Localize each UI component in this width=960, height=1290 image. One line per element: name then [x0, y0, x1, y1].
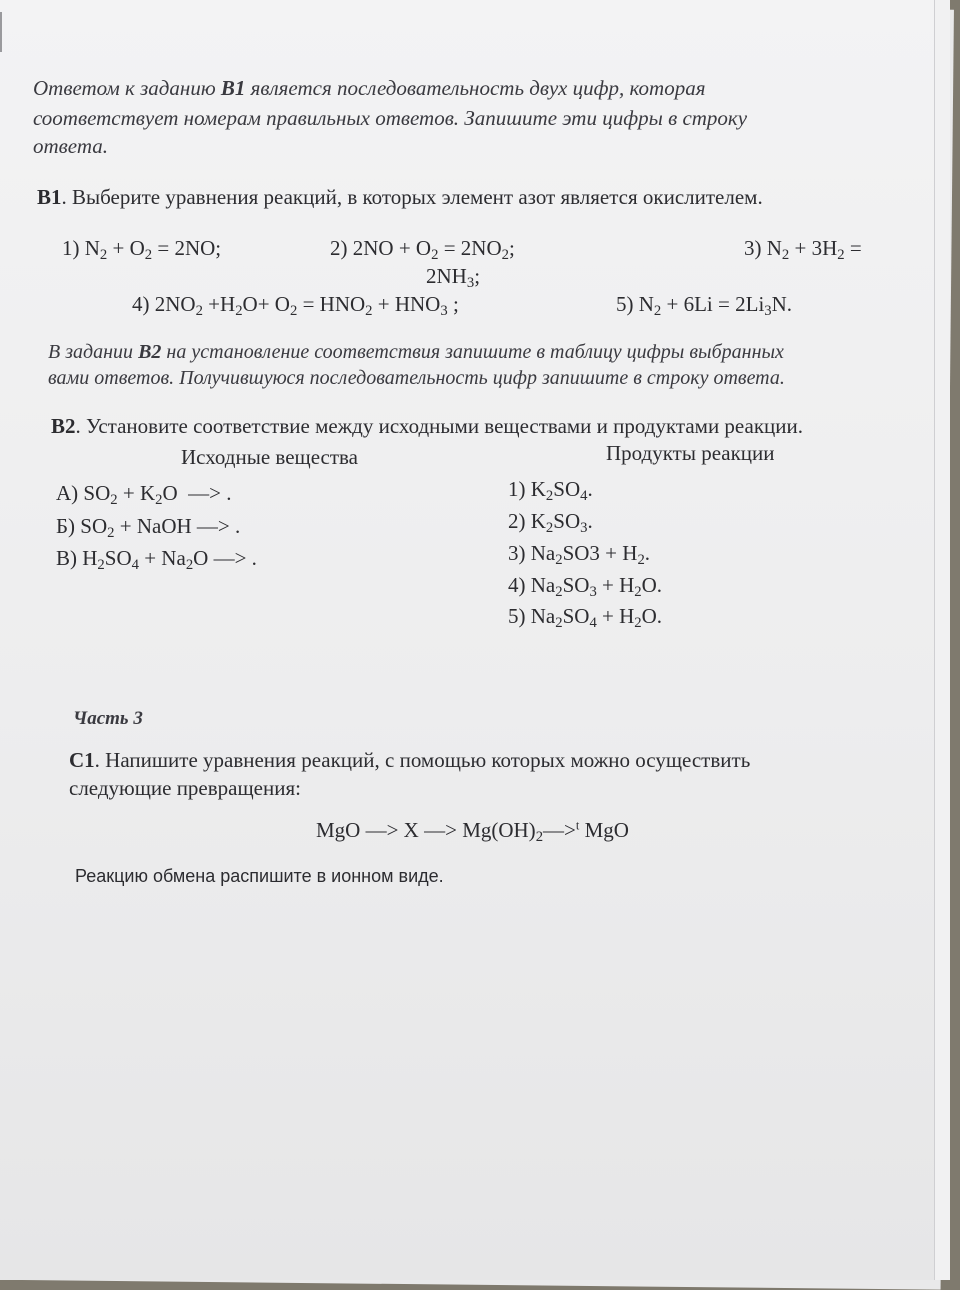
b2-right-item-1: 1) $K_2SO_4$. — [508, 477, 593, 505]
c1-question-line1: C1. Напишите уравнения реакций, с помощью которых можно осуществить — [69, 748, 751, 772]
b2-right-header: Продукты реакции — [606, 441, 775, 465]
b1-instruction-line3: ответа. — [33, 134, 108, 158]
b2-right-item-3: 3) $Na_2SO3 + H_2$. — [508, 541, 651, 569]
b1-option-4: 4) $2NO_2 +H_2O+ O_2 = HNO_2 + HNO_3$ ; — [132, 292, 459, 320]
b1-option-5: 5) $N_2 + 6Li = 2Li_3N$. — [616, 292, 793, 320]
b2-right-item-2: 2) $K_2SO_3$. — [508, 509, 593, 537]
b2-right-item-5: 5) $Na_2SO_4 + H_2O$. — [508, 604, 663, 632]
c1-note: Реакцию обмена распишите в ионном виде. — [75, 866, 444, 886]
c1-transformation-chain: MgO —> X —> $Mg(OH)_2—>^t$ MgO — [316, 818, 629, 846]
b1-instruction-line2: соответствует номерам правильных ответов. Запишите эти цифры в строку — [33, 106, 748, 130]
b1-option-2: 2) $2NO + O_2 = 2NO_2$; — [330, 236, 515, 264]
b1-question: B1. Выберите уравнения реакций, в которых элемент азот является окислителем. — [37, 185, 763, 209]
b1-option-3: 3) $N_2 + 3H_2$ = — [744, 236, 862, 264]
b1-option-3-continued: $2NH_3$; — [426, 264, 481, 292]
b2-question: B2. Установите соответствие между исходными веществами и продуктами реакции. — [51, 414, 803, 438]
c1-question-line2: следующие превращения: — [69, 776, 301, 800]
b2-left-item-c: В) $H_2SO_4 + Na_2O$ —> . — [56, 546, 257, 574]
part3-title: Часть 3 — [73, 708, 143, 729]
b2-right-item-4: 4) $Na_2SO_3 + H_2O$. — [508, 573, 663, 601]
b2-instruction-line2: вами ответов. Получившуюся последовательность цифр запишите в строку ответа. — [48, 367, 785, 389]
staple-mark — [0, 12, 10, 52]
b1-instruction-line1: Ответом к заданию B1 является последовательность двух цифр, которая — [33, 76, 706, 100]
b2-left-item-a: А) $SO_2 + K_2O$ —> . — [56, 481, 232, 509]
b2-left-header: Исходные вещества — [181, 445, 358, 469]
b1-option-1: 1) $N_2 + O_2 = 2NO$; — [62, 236, 222, 264]
b2-left-item-b: Б) $SO_2$ + NaOH —> . — [56, 514, 241, 542]
b2-instruction-line1: В задании B2 на установление соответствия запишите в таблицу цифры выбранных — [48, 341, 784, 363]
